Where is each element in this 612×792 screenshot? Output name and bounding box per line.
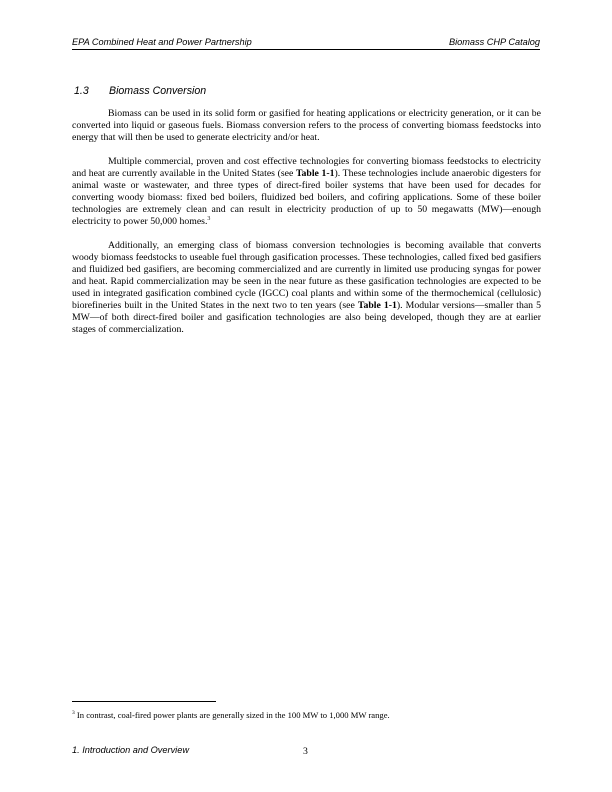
header-left-title: EPA Combined Heat and Power Partnership (72, 37, 252, 47)
footer-chapter-title: 1. Introduction and Overview (72, 745, 189, 755)
paragraph-2-text-b: ). These technologies include anaerobic digesters for animal waste or wastewater, and three types of direct-fired boiler systems that have been used for decades for converting woody biomass: fixed bed boilers, fluidized bed boilers, and cofiring applications. Some of these boiler technologies are extremely clean and can result in electricity production of up to 50 megawatts (MW)—enough electricity to power 50,000 homes. (72, 168, 541, 227)
footnote (72, 710, 390, 720)
footnote-divider (72, 701, 216, 702)
footnote-reference: 3 (207, 215, 211, 222)
header-right-title: Biomass CHP Catalog (448, 37, 540, 47)
paragraph-3-text-a: Additionally, an emerging class of biomass conversion technologies is becoming available that converts woody biomass feedstocks to useable fuel through gasification processes. These technologies, called fixed bed gasifiers and fluidized bed gasifiers, are becoming commercialized and are currently in limited use producing syngas for power and heat. Rapid commercialization may be seen in the near future as these gasification technologies are expected to be used in integrated gasification combined cycle (IGCC) coal plants and within some of the thermochemical (cellulosic) biorefineries built in the United States in the next two to ten years (see (72, 240, 541, 311)
section-heading (74, 85, 206, 97)
footnote-mark: 3 (72, 710, 75, 717)
section-number: 1.3 (74, 85, 89, 97)
paragraph-1: Biomass can be used in its solid form or gasified for heating applications or electricity generation, or it can be converted into liquid or gaseous fuels. Biomass conversion refers to the process of converting biomass feedstocks into energy that will then be used to generate electricity and/or heat. (72, 108, 541, 143)
paragraph-2-text-a: Multiple commercial, proven and cost effective technologies for converting biomass feedstocks to electricity and heat are currently available in the United States (see (72, 156, 541, 179)
body-text (72, 108, 541, 348)
footnote-text: In contrast, coal-fired power plants are generally sized in the 100 MW to 1,000 MW range. (74, 710, 390, 720)
paragraph-2 (72, 156, 541, 228)
table-reference: Table 1-1 (295, 168, 335, 179)
paragraph-3-text-b: ). Modular versions—smaller than 5 MW—of both direct-fired boiler and gasification technologies are also being developed, though they are at earlier stages of commercialization. (72, 300, 541, 335)
paragraph-3 (72, 240, 541, 336)
running-header (72, 36, 540, 50)
page-number: 3 (303, 746, 308, 757)
section-title: Biomass Conversion (109, 85, 207, 97)
table-reference: Table 1-1 (357, 300, 397, 311)
